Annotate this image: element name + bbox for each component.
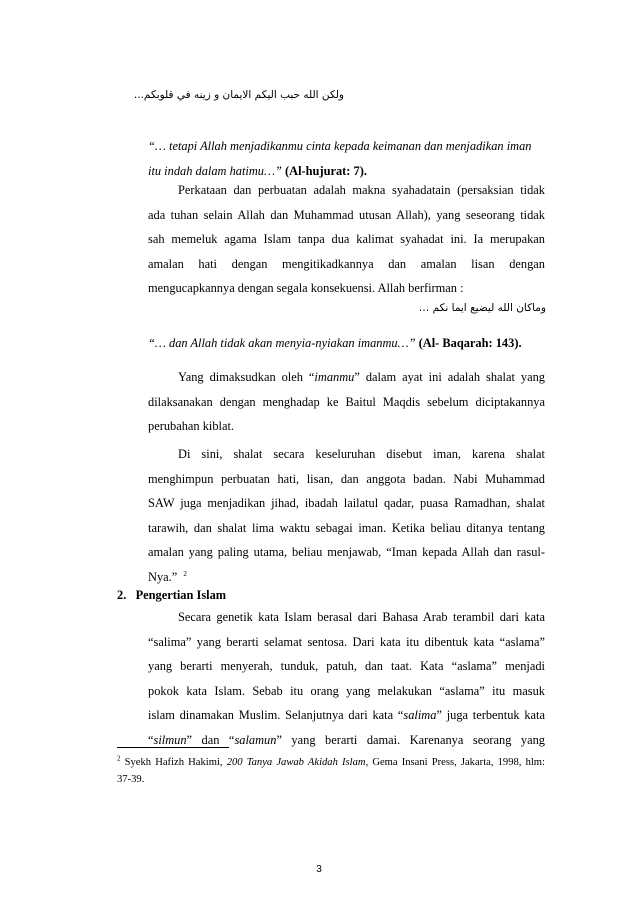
page-number: 3 — [316, 864, 322, 875]
paragraph-line: perubahan kiblat. — [148, 419, 235, 434]
paragraph-text: ” yang berarti damai. Karenanya seorang yang — [276, 732, 545, 747]
paragraph-line: Di sini, shalat secara keseluruhan disebut iman, karena shalat — [178, 447, 545, 461]
footnote-reference: 2 — [183, 569, 187, 578]
footnote-text: Syekh Hafizh Hakimi, — [120, 757, 227, 768]
paragraph-line: sah memeluk agama Islam tanpa dua kalimat syahadat ini. Ia merupakan — [148, 232, 545, 247]
paragraph-line: yang berarti menyerah, tunduk, patuh, dan taat. Kata “aslama” menjadi — [148, 659, 545, 674]
quote-hujurat-line2: itu indah dalam hatimu…” — [148, 164, 282, 178]
paragraph-pengertian-islam — [148, 605, 545, 753]
paragraph-text: ” dan “ — [186, 732, 235, 747]
footnote-book-title: 200 Tanya Jawab Akidah Islam — [226, 757, 366, 768]
paragraph-text: “ — [148, 732, 154, 747]
paragraph-line: amalan hati dengan mengitikadkannya dan amalan lisan dengan — [148, 256, 545, 271]
paragraph-line: “salima” yang berarti selamat sentosa. Dari kata itu dibentuk kata “aslama” — [148, 634, 545, 649]
emphasis-silmun: silmun — [153, 732, 187, 747]
paragraph-shalat-iman — [148, 442, 545, 590]
paragraph-line: SAW juga menjadikan jihad, ibadah lailatul qadar, puasa Ramadhan, shalat — [148, 496, 545, 511]
paragraph-line: Perkataan dan perbuatan adalah makna syahadatain (persaksian tidak — [178, 183, 545, 197]
quote-baqarah-text: “… dan Allah tidak akan menyia-nyiakan imanmu…” — [148, 336, 416, 350]
quote-baqarah — [148, 336, 548, 351]
paragraph-text: Yang dimaksudkan oleh “ — [178, 370, 315, 384]
footnote-separator — [117, 747, 229, 748]
paragraph-line: amalan yang paling utama, beliau menjawab, “Iman kepada Allah dan rasul- — [148, 545, 545, 560]
paragraph-text: ” dalam ayat ini adalah shalat yang — [354, 370, 545, 384]
paragraph-line: pokok kata Islam. Sebab itu orang yang melakukan “aslama” itu masuk — [148, 683, 545, 698]
emphasis-imanmu: imanmu — [314, 370, 355, 384]
quote-baqarah-reference: (Al- Baqarah: 143). — [418, 336, 522, 350]
paragraph-line: tarawih, dan shalat lima waktu sebagai iman. Ketika beliau ditanya tentang — [148, 520, 545, 535]
emphasis-salamun: salamun — [234, 732, 277, 747]
footnote-pages: 37-39. — [117, 774, 145, 785]
paragraph-syahadatain — [148, 178, 545, 301]
paragraph-imanmu — [148, 365, 545, 439]
footnote — [117, 754, 545, 788]
footnote-text: , Gema Insani Press, Jakarta, 1998, hlm: — [365, 757, 545, 768]
section-heading-pengertian-islam: 2. Pengertian Islam — [117, 588, 227, 602]
footnote-marker: 2 — [117, 754, 121, 763]
emphasis-salima: salima — [403, 708, 437, 723]
paragraph-line: dilaksanakan dengan menghadap ke Baitul Maqdis sebelum diciptakannya — [148, 394, 545, 409]
paragraph-text: islam dinamakan Muslim. Selanjutnya dari kata “ — [148, 708, 404, 723]
arabic-verse-baqarah: وماكان الله ليضيع ايما نكم … — [418, 302, 546, 314]
paragraph-text: ” juga terbentuk kata — [436, 708, 545, 723]
quote-hujurat — [148, 134, 545, 184]
arabic-verse-hujurat: ولكن الله حبب اليكم الايمان و زينه في قلوبكم... — [133, 89, 344, 101]
paragraph-line: menghimpun perbuatan hati, lisan, dan anggota badan. Nabi Muhammad — [148, 471, 545, 486]
paragraph-line: Secara genetik kata Islam berasal dari Bahasa Arab terambil dari kata — [178, 610, 545, 624]
quote-hujurat-line1: “… tetapi Allah menjadikanmu cinta kepada keimanan dan menjadikan iman — [148, 139, 532, 153]
quote-hujurat-reference: (Al-hujurat: 7). — [285, 164, 367, 178]
paragraph-line: mengucapkannya dengan segala konsekuensi. Allah berfirman : — [148, 281, 464, 296]
paragraph-line: Nya.” — [148, 569, 178, 584]
paragraph-line: ada tuhan selain Allah dan Muhammad utusan Allah), yang seseorang tidak — [148, 207, 545, 222]
